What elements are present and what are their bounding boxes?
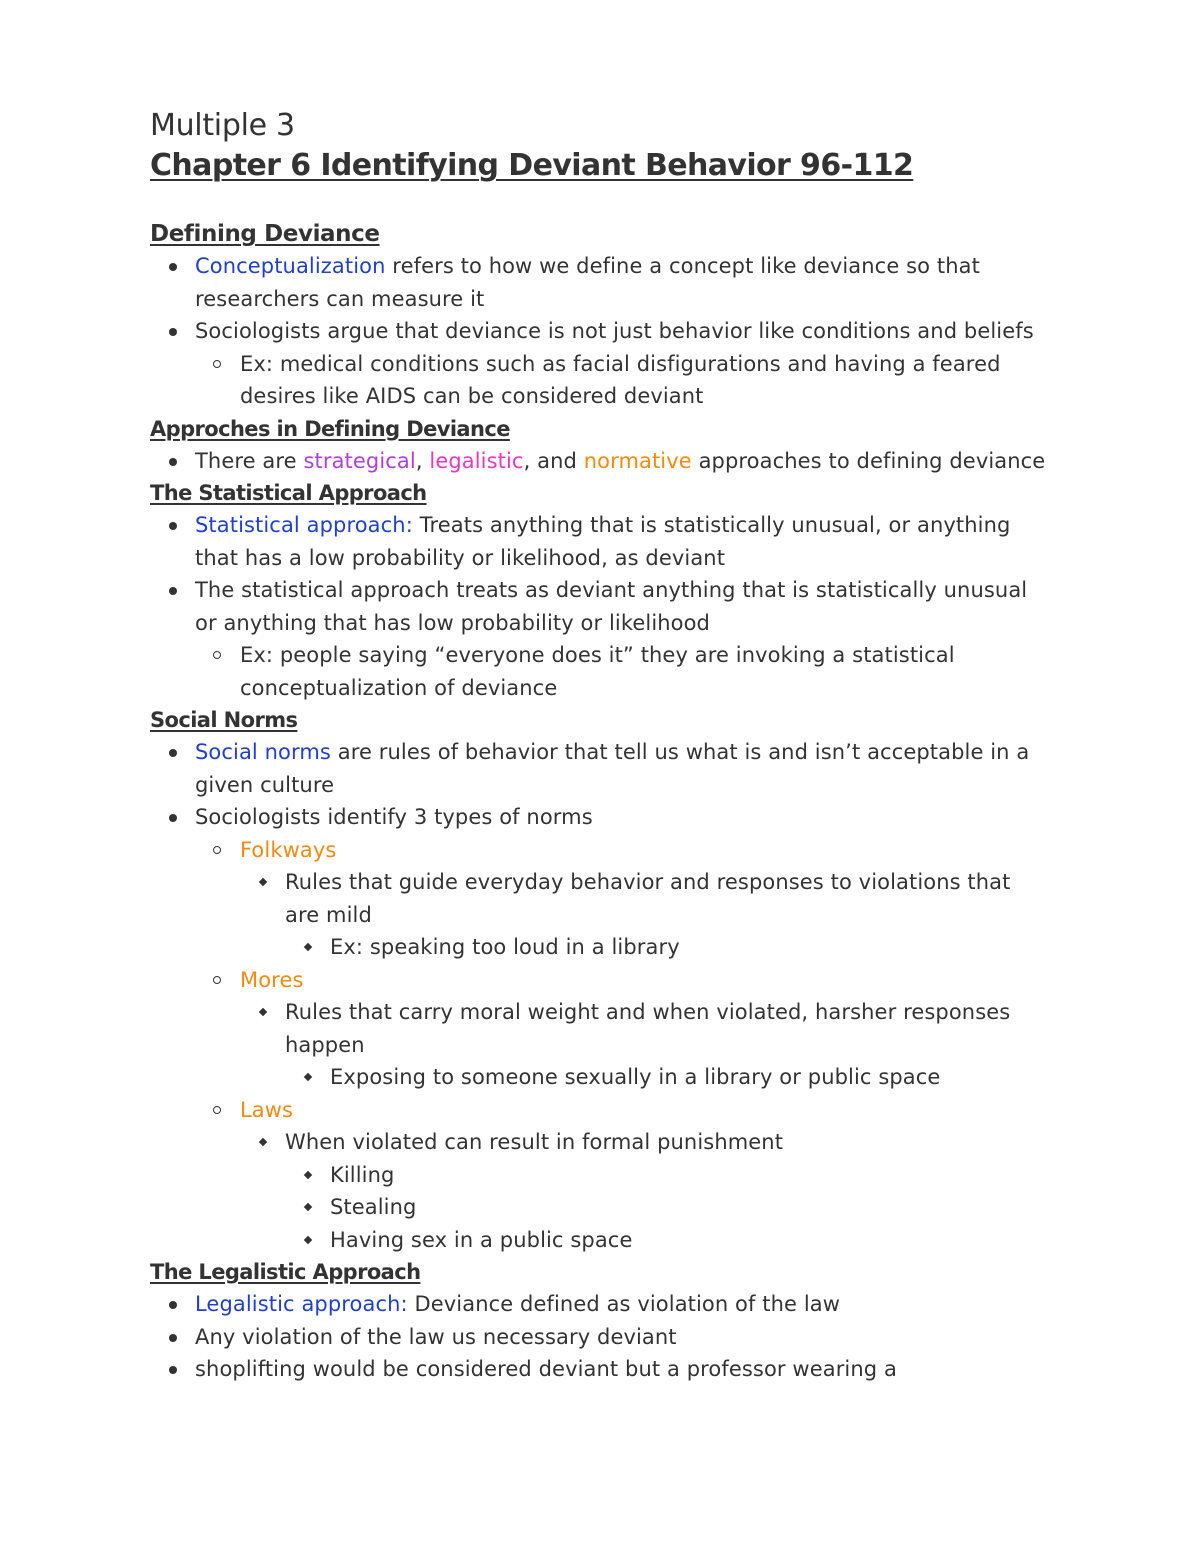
section-heading-defining-deviance: Defining Deviance (150, 221, 380, 247)
list-item (150, 736, 1050, 801)
term-strategical: strategical (303, 448, 416, 473)
term-legalistic: legalistic (429, 448, 524, 473)
list-item (150, 801, 1050, 834)
sub-list-item (195, 964, 1050, 997)
example-item (285, 931, 1050, 964)
list-item-text: Sociologists argue that deviance is not just behavior like conditions and beliefs (195, 319, 1034, 343)
list-item-text: Ex: people saying “everyone does it” they are invoking a statistical conceptualization of deviance (240, 643, 955, 700)
list-item-text: approaches to defining deviance (691, 448, 1046, 473)
laws-examples (285, 1159, 1050, 1257)
list-item (150, 445, 1050, 478)
mores-examples (285, 1061, 1050, 1094)
list-item-text: Rules that carry moral weight and when violated, harsher responses happen (285, 1000, 1011, 1057)
sub-list-item (195, 639, 1050, 704)
list-item-text: Ex: speaking too loud in a library (330, 935, 680, 959)
document-title: Multiple 3 (150, 108, 295, 143)
list-item-text: shoplifting would be considered deviant but a professor wearing a (195, 1357, 897, 1381)
term-statistical-approach: Statistical approach: (195, 513, 413, 537)
list-item-text: Treats anything that is statistically unusual, or anything that has a low probability or likelihood, as deviant (195, 513, 1011, 570)
list-item-text: The statistical approach treats as deviant anything that is statistically unusual or anything that has low probability or likelihood (195, 578, 1028, 635)
list-item (150, 1288, 1050, 1321)
list-item (150, 250, 1050, 315)
sub-sub-list-item (240, 996, 1050, 1061)
example-item (285, 1159, 1050, 1192)
norm-types-list (195, 834, 1050, 867)
statistical-list (150, 509, 1050, 639)
term-laws: Laws (240, 1097, 294, 1122)
list-item-text: refers to how we define a concept like deviance so that researchers can measure it (195, 254, 980, 311)
sub-sub-list-item (240, 866, 1050, 931)
statistical-sublist (195, 639, 1050, 704)
list-item-text: are rules of behavior that tell us what is and isn’t acceptable in a given culture (195, 740, 1030, 797)
laws-list (240, 1126, 1050, 1159)
approaches-list (150, 445, 1050, 478)
defining-sublist (195, 348, 1050, 413)
list-item-text: Deviance defined as violation of the law (407, 1292, 840, 1316)
list-item (150, 509, 1050, 574)
defining-list (150, 250, 1050, 348)
term-conceptualization: Conceptualization (195, 254, 386, 278)
example-item (285, 1061, 1050, 1094)
list-item-text: , (415, 448, 430, 473)
term-social-norms: Social norms (195, 740, 331, 764)
list-item-text: When violated can result in formal punishment (285, 1130, 784, 1154)
mores-list (240, 996, 1050, 1061)
sub-list-item (195, 1094, 1050, 1127)
sub-list-item (195, 348, 1050, 413)
norms-list (150, 736, 1050, 834)
document-page (150, 106, 1050, 1386)
section-heading-social-norms: Social Norms (150, 708, 298, 732)
list-item-text: Having sex in a public space (330, 1227, 633, 1252)
list-item (150, 1321, 1050, 1354)
list-item (150, 574, 1050, 639)
term-legalistic-approach: Legalistic approach: (195, 1292, 408, 1316)
folkways-list (240, 866, 1050, 931)
term-folkways: Folkways (240, 837, 337, 862)
sub-list-item (195, 834, 1050, 867)
list-item (150, 1353, 1050, 1386)
term-mores: Mores (240, 967, 304, 992)
list-item-text: , and (523, 448, 584, 473)
list-item-text: Stealing (330, 1195, 417, 1219)
example-item (285, 1191, 1050, 1224)
sub-sub-list-item (240, 1126, 1050, 1159)
example-item (285, 1224, 1050, 1257)
list-item-text: Ex: medical conditions such as facial disfigurations and having a feared desires like AIDS can be considered deviant (240, 351, 1001, 408)
section-heading-statistical: The Statistical Approach (150, 481, 427, 505)
list-item-text: Exposing to someone sexually in a library or public space (330, 1065, 941, 1089)
folkways-examples (285, 931, 1050, 964)
list-item-text: There are (195, 448, 304, 473)
norm-types-list (195, 1094, 1050, 1127)
section-heading-approaches: Approches in Defining Deviance (150, 416, 510, 441)
list-item (150, 315, 1050, 348)
list-item-text: Any violation of the law us necessary deviant (195, 1324, 677, 1349)
norm-types-list (195, 964, 1050, 997)
legalistic-list (150, 1288, 1050, 1386)
chapter-heading: Chapter 6 Identifying Deviant Behavior 96-112 (150, 148, 914, 183)
term-normative: normative (583, 448, 692, 473)
list-item-text: Rules that guide everyday behavior and responses to violations that are mild (285, 870, 1011, 927)
list-item-text: Sociologists identify 3 types of norms (195, 805, 593, 829)
list-item-text: Killing (330, 1162, 395, 1187)
section-heading-legalistic: The Legalistic Approach (150, 1260, 421, 1284)
